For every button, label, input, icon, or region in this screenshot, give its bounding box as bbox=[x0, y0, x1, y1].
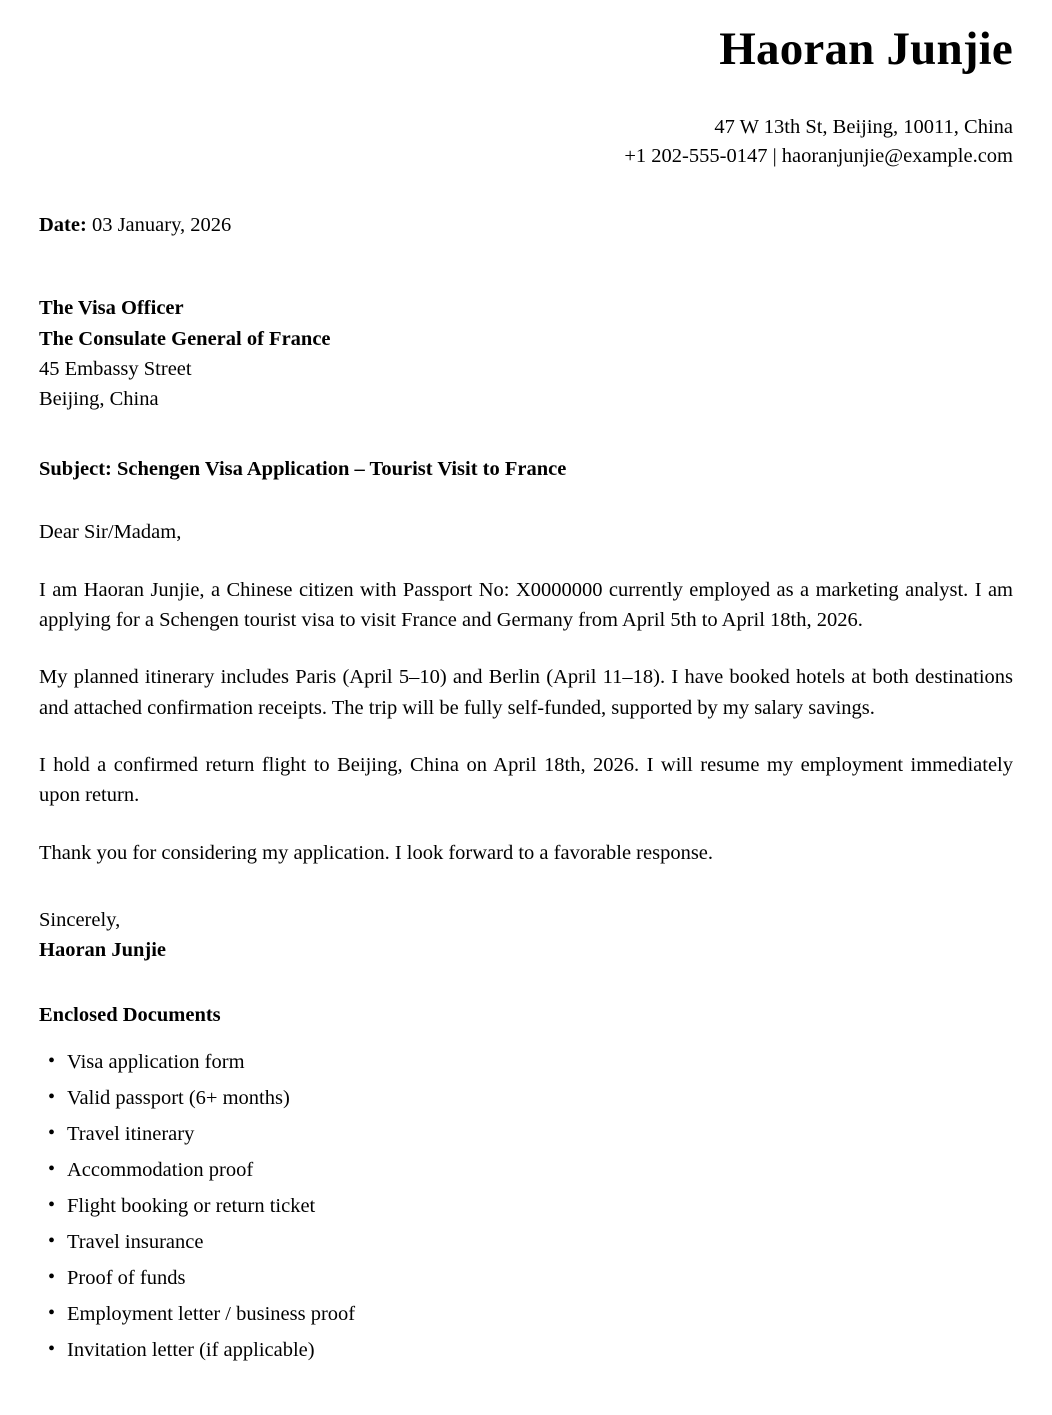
closing-block bbox=[39, 905, 1013, 965]
list-item: • Proof of funds bbox=[39, 1268, 1013, 1289]
body-paragraph-4: Thank you for considering my application. I look forward to a favorable response. bbox=[39, 841, 714, 864]
body-paragraph-2: My planned itinerary includes Paris (April 5–10) and Berlin (April 11–18). I have booked hotels at both destinations and attached confirmation receipts. The trip will be fully self-funded, supported by my salary savings. bbox=[39, 666, 1013, 719]
recipient-address-block bbox=[39, 293, 1013, 414]
valediction: Sincerely, bbox=[39, 909, 121, 932]
body-paragraph-1: I am Haoran Junjie, a Chinese citizen with Passport No: X0000000 currently employed as a marketing analyst. I am applying for a Schengen tourist visa to visit France and Germany from April 5th to April 18th, 2026. bbox=[39, 578, 1013, 632]
list-item: • Accommodation proof bbox=[39, 1160, 1013, 1181]
recipient-title: The Visa Officer bbox=[39, 297, 184, 320]
list-item: • Invitation letter (if applicable) bbox=[39, 1340, 1013, 1361]
enclosures-list bbox=[39, 1052, 1013, 1361]
recipient-organization: The Consulate General of France bbox=[39, 327, 331, 350]
letter-body bbox=[39, 211, 1013, 1361]
list-item: • Employment letter / business proof bbox=[39, 1304, 1013, 1325]
list-item: • Travel insurance bbox=[39, 1232, 1013, 1253]
signature-name: Haoran Junjie bbox=[39, 939, 166, 962]
body-paragraph-3: I hold a confirmed return flight to Beijing, China on April 18th, 2026. I will resume my employment immediately upon return. bbox=[39, 754, 1013, 807]
enclosures-heading: Enclosed Documents bbox=[39, 1004, 221, 1027]
list-item: • Flight booking or return ticket bbox=[39, 1196, 1013, 1217]
sender-contact-block bbox=[39, 113, 1013, 172]
sender-address-line: 47 W 13th St, Beijing, 10011, China bbox=[714, 115, 1013, 138]
date-line bbox=[39, 211, 1013, 241]
recipient-street: 45 Embassy Street bbox=[39, 357, 192, 380]
sender-contact-line: +1 202-555-0147 | haoranjunjie@example.com bbox=[624, 145, 1013, 168]
list-item: • Travel itinerary bbox=[39, 1124, 1013, 1145]
subject-line: Subject: Schengen Visa Application – Tourist Visit to France bbox=[39, 457, 567, 480]
list-item: • Visa application form bbox=[39, 1052, 1013, 1073]
salutation: Dear Sir/Madam, bbox=[39, 520, 182, 543]
list-item: • Valid passport (6+ months) bbox=[39, 1088, 1013, 1109]
sender-name: Haoran Junjie bbox=[719, 23, 1013, 75]
date-value: 03 January, 2026 bbox=[91, 213, 232, 236]
letterhead bbox=[39, 0, 1013, 172]
recipient-city: Beijing, China bbox=[39, 387, 159, 410]
date-label: Date: bbox=[39, 213, 87, 236]
